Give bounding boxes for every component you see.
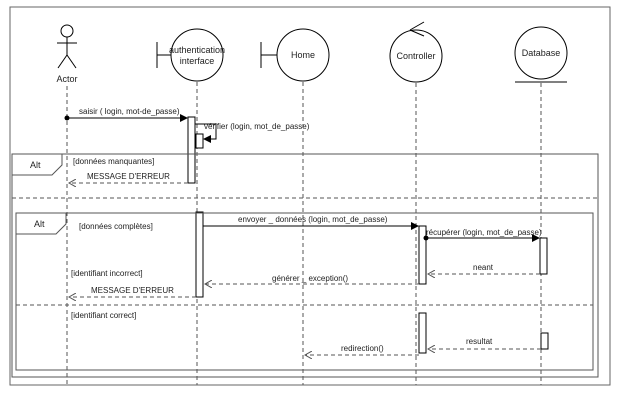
activation-auth-self	[196, 134, 203, 148]
activation-auth-2	[196, 212, 203, 297]
outer-guard: [données manquantes]	[73, 157, 155, 166]
actor-label: Actor	[56, 74, 78, 84]
message-erreur-1-label: MESSAGE D'ERREUR	[87, 172, 170, 181]
boundary-icon-authentication	[157, 29, 226, 81]
outer-alt-tag: Alt	[30, 160, 41, 170]
activation-database-1	[540, 238, 547, 274]
activation-database-2	[541, 333, 548, 349]
home-label: Home	[290, 50, 316, 60]
message-recuperer-label: récupérer (login, mot_de_passe)	[426, 228, 542, 237]
message-redirection-label: redirection()	[341, 344, 384, 353]
auth-label-line2: interface	[179, 56, 215, 66]
activation-controller-2	[419, 313, 426, 353]
actor-icon	[57, 25, 77, 68]
message-verifier-label: vérifier (login, mot_de_passe)	[204, 122, 310, 131]
inner-guard-incorrect: [identifiant incorrect]	[71, 269, 143, 278]
activation-controller-1	[419, 226, 426, 284]
message-saisir-label: saisir ( login, mot-de_passe)	[79, 107, 180, 116]
message-saisir	[65, 116, 188, 121]
database-label: Database	[521, 48, 561, 58]
message-neant-label: neant	[473, 263, 494, 272]
controller-label: Controller	[396, 51, 436, 61]
auth-label-line1: authentication	[168, 45, 226, 55]
inner-guard-correct: [identifiant correct]	[71, 311, 137, 320]
inner-alt-tag: Alt	[34, 219, 45, 229]
message-erreur-2-label: MESSAGE D'ERREUR	[91, 286, 174, 295]
message-generer-label: générer _ exception()	[272, 274, 349, 283]
message-resultat-label: resultat	[466, 337, 493, 346]
alt-fragment-outer	[12, 154, 598, 377]
activation-auth-1	[188, 117, 195, 183]
message-envoyer-label: envoyer _ données (login, mot_de_passe)	[238, 215, 388, 224]
inner-guard-complete: [données complètes]	[79, 222, 153, 231]
